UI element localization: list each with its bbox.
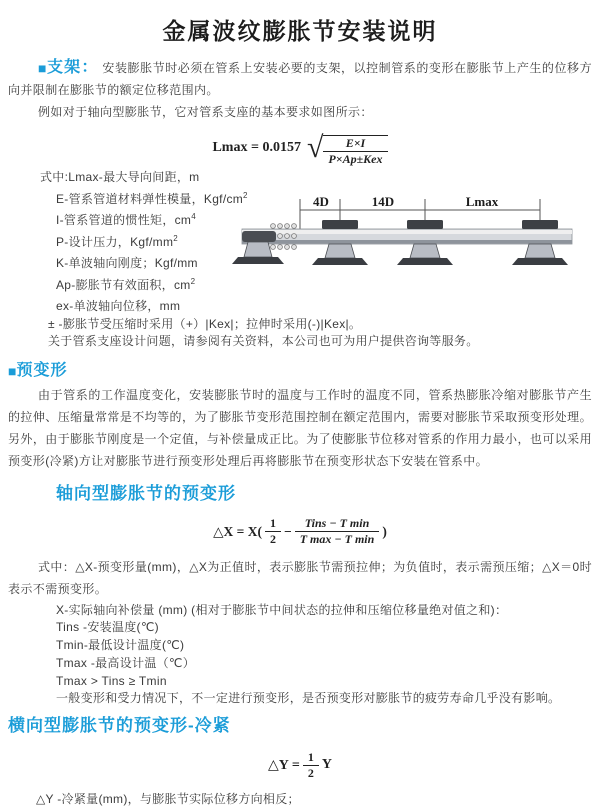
variable-definition: E-管系管道材料弹性模量，Kgf/$cm^2$ (56, 190, 248, 206)
axial-formula-post: ) (382, 523, 387, 539)
axial-predeform-formula: △X = X( $\frac{1}{2}$ − $\frac{\text{Tins − T min}}{\text{T max − T min}}$ ) (213, 516, 387, 546)
axial-formula-denominator: T max − T min (295, 531, 380, 546)
axial-formula-note: 式中：△X-预变形量(mm)，△X为正值时，表示膨胀节需预拉伸；为负值时，表示需预压缩；△X＝0时表示不需预变形。 (8, 559, 592, 596)
definition-line: Tins -安装温度(℃) (56, 620, 159, 635)
section-square-icon: ■ (38, 60, 48, 76)
support-body-text: 安装膨胀节时必须在管系上安装必要的支架，以控制管系的变形在膨胀节上产生的位移方向并限制在膨胀节的额定位移范围内。 (8, 61, 593, 97)
definition-line: 一般变形和受力情况下，不一定进行预变形，是否预变形对膨胀节的疲劳寿命几乎没有影响。 (56, 691, 561, 706)
support-example-text: 例如对于轴向型膨胀节，它对管系支座的基本要求如图所示： (38, 105, 373, 119)
variable-definition: P-设计压力，Kgf/$mm^2$ (56, 233, 178, 249)
dim-label-14d: 14D (371, 194, 395, 209)
vars-intro-line: 式中:Lmax-最大导向间距，m (40, 170, 200, 184)
variable-definition: K-单波轴向刚度；Kgf/mm (56, 256, 198, 270)
lateral-formula-note: △Y -冷紧量(mm)，与膨胀节实际位移方向相反； (36, 792, 300, 807)
support-section-paragraph (8, 57, 592, 101)
lmax-formula-numerator: E×I (345, 135, 366, 150)
lmax-formula-denominator: P×Ap±Kex (323, 151, 387, 166)
lateral-subsection-title: 横向型膨胀节的预变形-冷紧 (8, 716, 231, 736)
lmax-formula (0, 130, 600, 166)
lateral-formula-post: Y (321, 757, 332, 773)
definition-line: Tmax -最高设计温（℃） (56, 655, 196, 670)
support-section-title: 支架： (47, 59, 99, 76)
pipe-support-diagram (242, 191, 598, 275)
axial-formula-numerator: Tins − T min (304, 516, 370, 530)
predeform-section-header (8, 360, 592, 382)
variable-definition: Ap-膨胀节有效面积，$cm^2$ (56, 276, 196, 292)
predeform-body-text: 由于管系的工作温度变化，安装膨胀节时的温度与工作时的温度不同，管系热膨胀冷缩对膨胀节产生的拉伸、压缩量常常是不均等的，为了膨胀节变形范围控制在额定范围内，需要对膨胀节采取预变形处理。另外，由于膨胀节刚度是一个定值，与补偿量成正比。为了使膨胀节位移对管系的作用力最小，也可以采用预变形(冷紧)方让对膨胀节进行预变形处理后再将膨胀节在预变形状态下安装在管系中。 (8, 387, 592, 468)
lateral-coldtight-formula: △Y = $\frac{1}{2}$ Y (268, 749, 332, 780)
variable-definition: I-管系管道的惯性矩，$cm^4$ (56, 212, 196, 227)
definition-line: Tmax > Tins ≥ Tmin (56, 673, 167, 688)
definition-line: X-实际轴向补偿量 (mm) (相对于膨胀节中间状态的拉伸和压缩位移量绝对值之和)： (56, 602, 508, 617)
service-note: 关于管系支座设计问题，请参阅有关资料，本公司也可为用户提供咨询等服务。 (48, 334, 479, 348)
plus-minus-note: ± -膨胀节受压缩时采用（+）|Kex|；拉伸时采用(-)|Kex|。 (48, 316, 362, 331)
axial-formula-pre: △X = X( (213, 523, 262, 539)
sqrt-radical (307, 131, 388, 166)
axial-formula-minus: − (284, 523, 292, 539)
sqrt-sign: √ (306, 130, 324, 164)
page-title: 金属波纹膨胀节安装说明 (162, 18, 438, 44)
variable-definition: ex-单波轴向位移，mm (56, 299, 181, 313)
definition-line: Tmin-最低设计温度(℃) (56, 638, 185, 653)
dim-label-lmax: Lmax (465, 194, 499, 209)
predeform-section-title: 预变形 (16, 361, 68, 379)
lmax-formula-lhs: Lmax = 0.0157 (212, 140, 301, 155)
axial-definitions-list (56, 602, 592, 709)
section-square-icon: ■ (8, 362, 17, 379)
dim-label-4d: 4D (313, 194, 329, 209)
lateral-formula-pre: △Y = (268, 757, 300, 773)
axial-subsection-title: 轴向型膨胀节的预变形 (56, 483, 236, 503)
